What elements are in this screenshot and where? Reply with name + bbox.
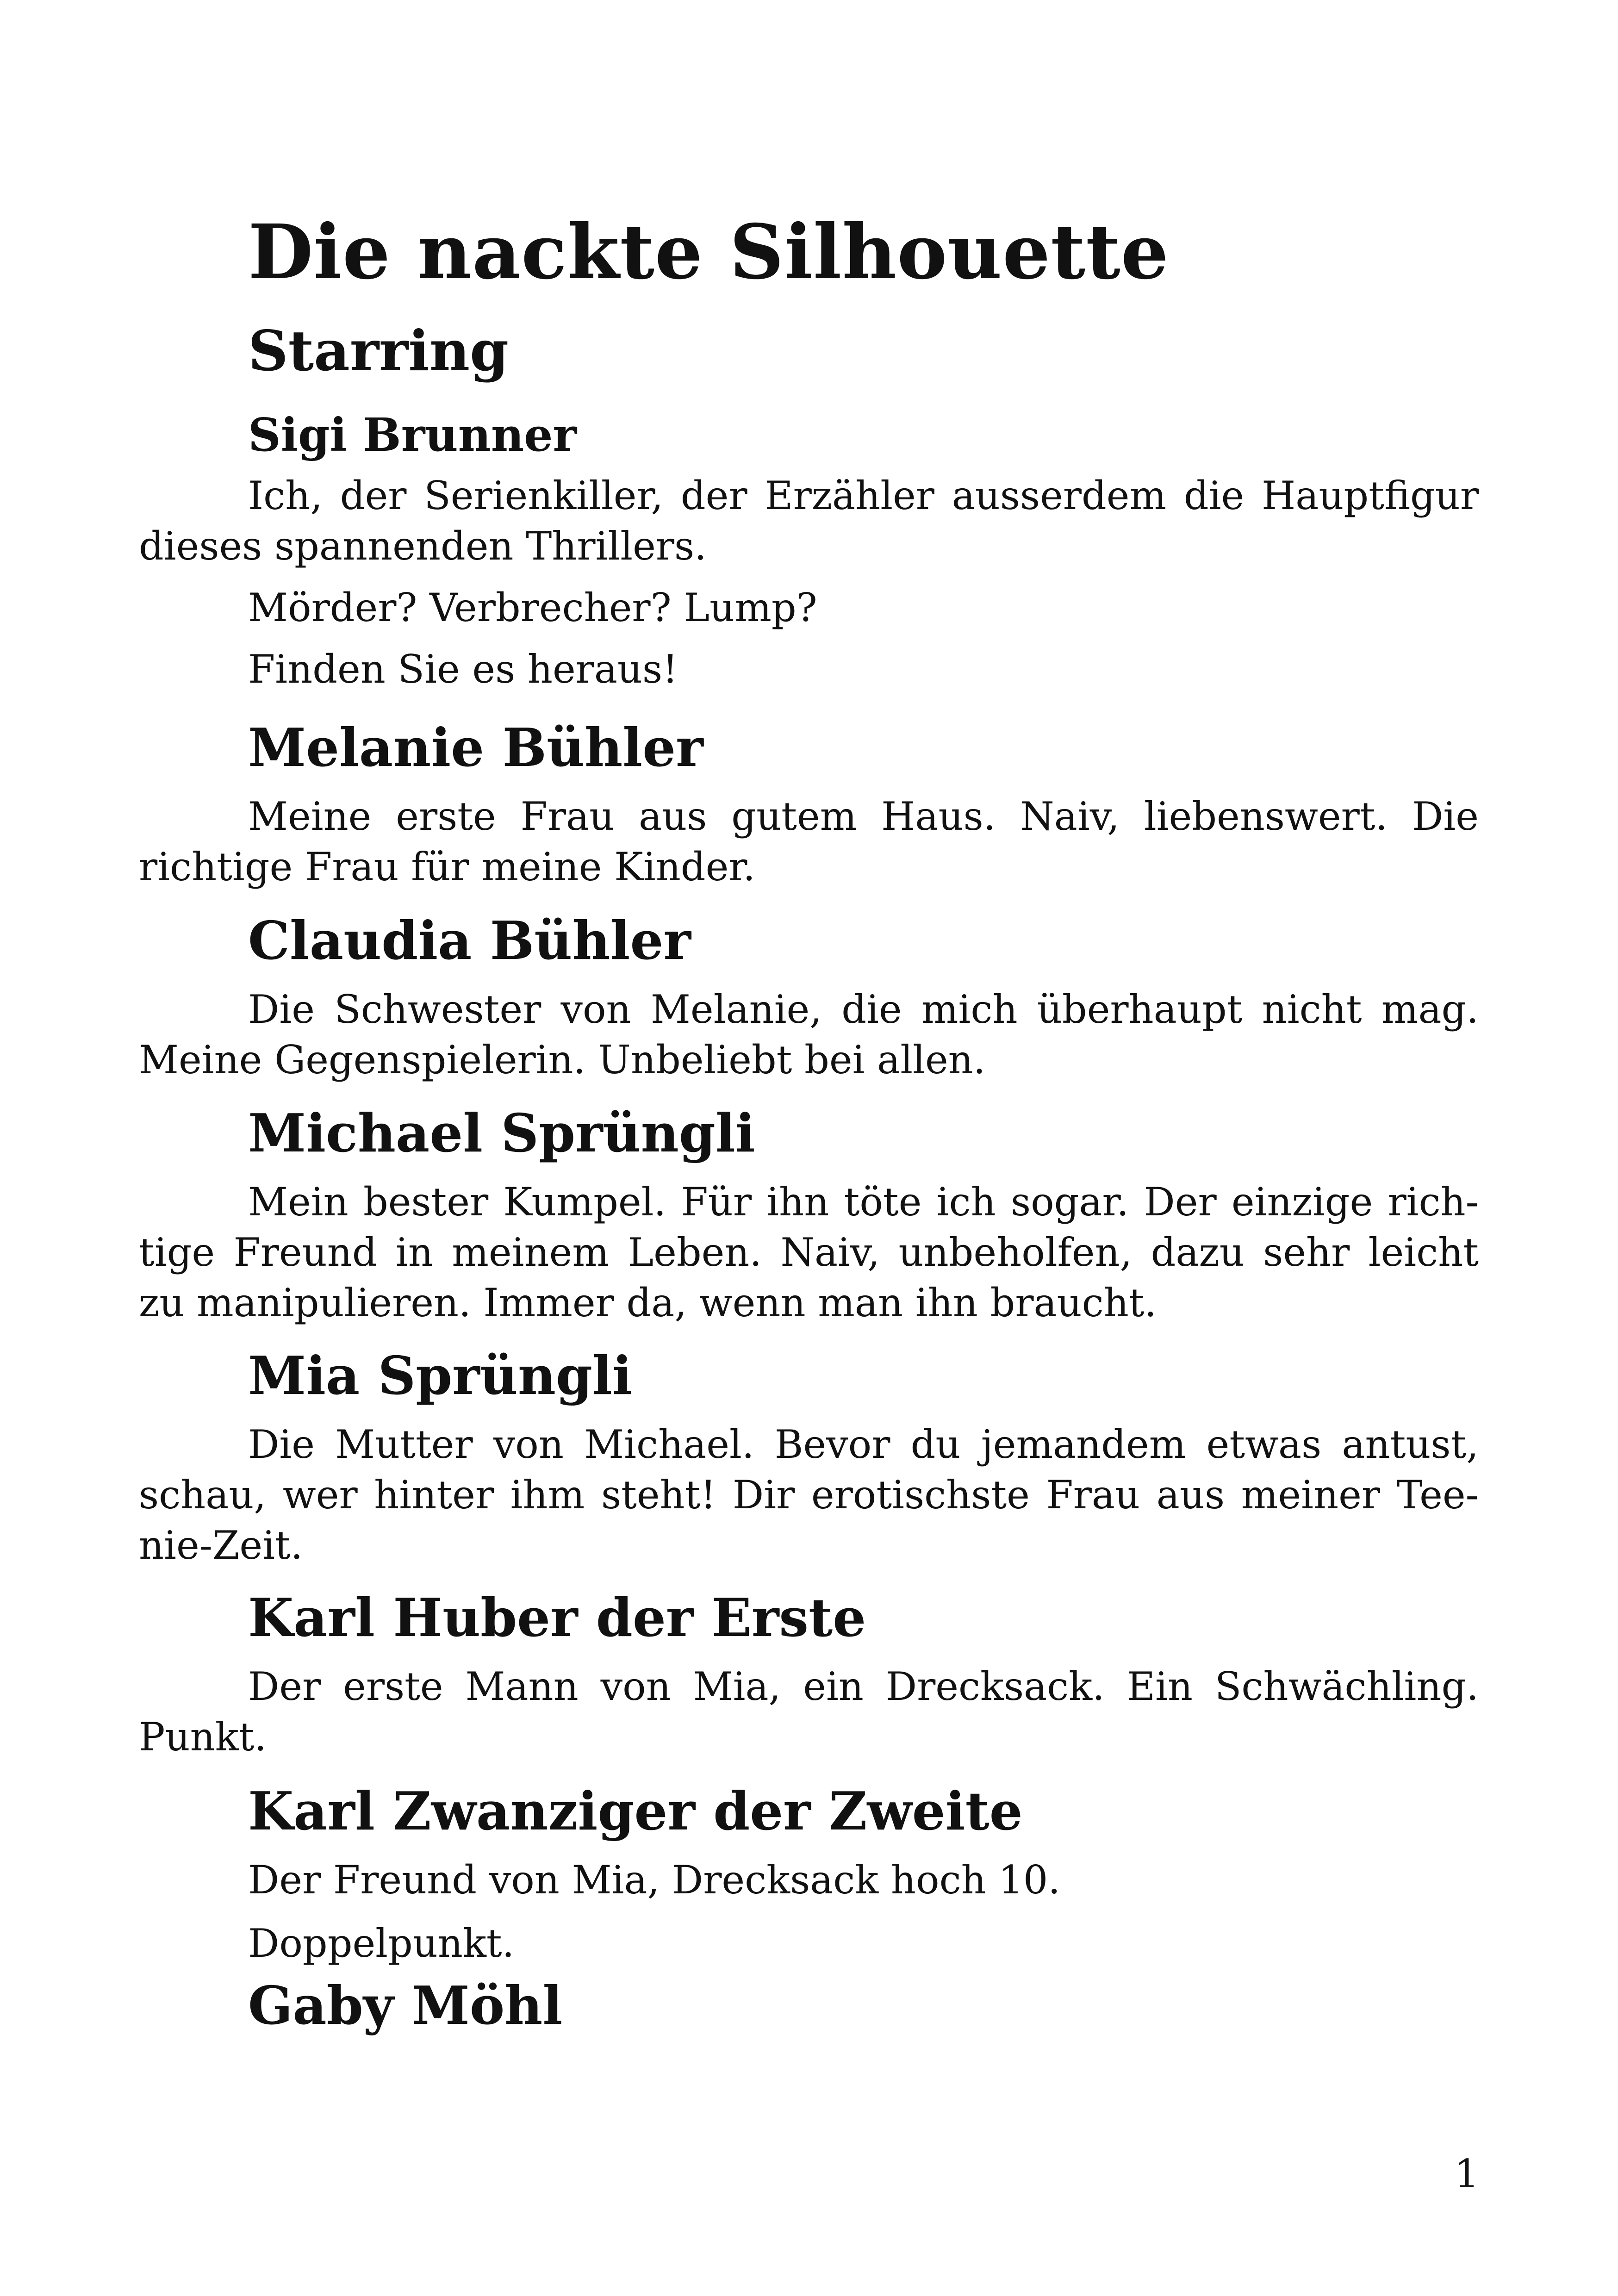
character-name: Karl Zwanziger der Zweite	[248, 1780, 1023, 1842]
page-number: 1	[1454, 2151, 1479, 2196]
character-entry	[139, 1343, 1479, 1571]
character-description: Die Mutter von Michael. Bevor du jemandem etwas antust, schau, wer hinter ihm steht! Dir erotischste Frau aus meiner Teenie-Zeit.	[139, 1422, 1479, 1568]
character-name: Sigi Brunner	[248, 409, 577, 462]
character-description: Doppelpunkt.	[248, 1921, 515, 1966]
character-description: Finden Sie es heraus!	[248, 646, 678, 692]
character-entry	[139, 715, 1479, 892]
character-description: Die Schwester von Melanie, die mich überhaupt nicht mag. Meine Gegenspielerin. Unbeliebt bei allen.	[139, 987, 1479, 1083]
character-description: Der Freund von Mia, Drecksack hoch 10.	[248, 1857, 1061, 1903]
character-description: Meine erste Frau aus gutem Haus. Naiv, liebenswert. Die richtige Frau für meine Kinder.	[139, 794, 1479, 890]
character-name: Michael Sprüngli	[248, 1102, 755, 1164]
character-entry	[139, 1779, 1479, 1969]
character-name: Mia Sprüngli	[248, 1345, 632, 1406]
character-description: Mein bester Kumpel. Für ihn töte ich sogar. Der einzige richtige Freund in meinem Leben. Naiv, unbeholfen, dazu sehr leicht zu manipulieren. Immer da, wenn man ihn braucht.	[139, 1179, 1479, 1326]
character-entry	[139, 908, 1479, 1085]
character-description: Der erste Mann von Mia, ein Drecksack. Ein Schwächling. Punkt.	[139, 1664, 1479, 1760]
character-name: Gaby Möhl	[248, 1975, 563, 2036]
character-description: Ich, der Serienkiller, der Erzähler ausserdem die Hauptfigur dieses spannenden Thrillers.	[139, 473, 1479, 569]
cast-heading: Starring	[248, 318, 509, 384]
character-name: Melanie Bühler	[248, 717, 703, 778]
character-entry	[139, 1101, 1479, 1328]
character-description: Mörder? Verbrecher? Lump?	[248, 585, 817, 630]
character-name: Claudia Bühler	[248, 910, 691, 971]
character-entry	[139, 1585, 1479, 1762]
character-entry	[139, 1973, 1479, 2038]
character-entry	[139, 407, 1479, 695]
character-name: Karl Huber der Erste	[248, 1587, 866, 1649]
page-title: Die nackte Silhouette	[248, 208, 1169, 296]
